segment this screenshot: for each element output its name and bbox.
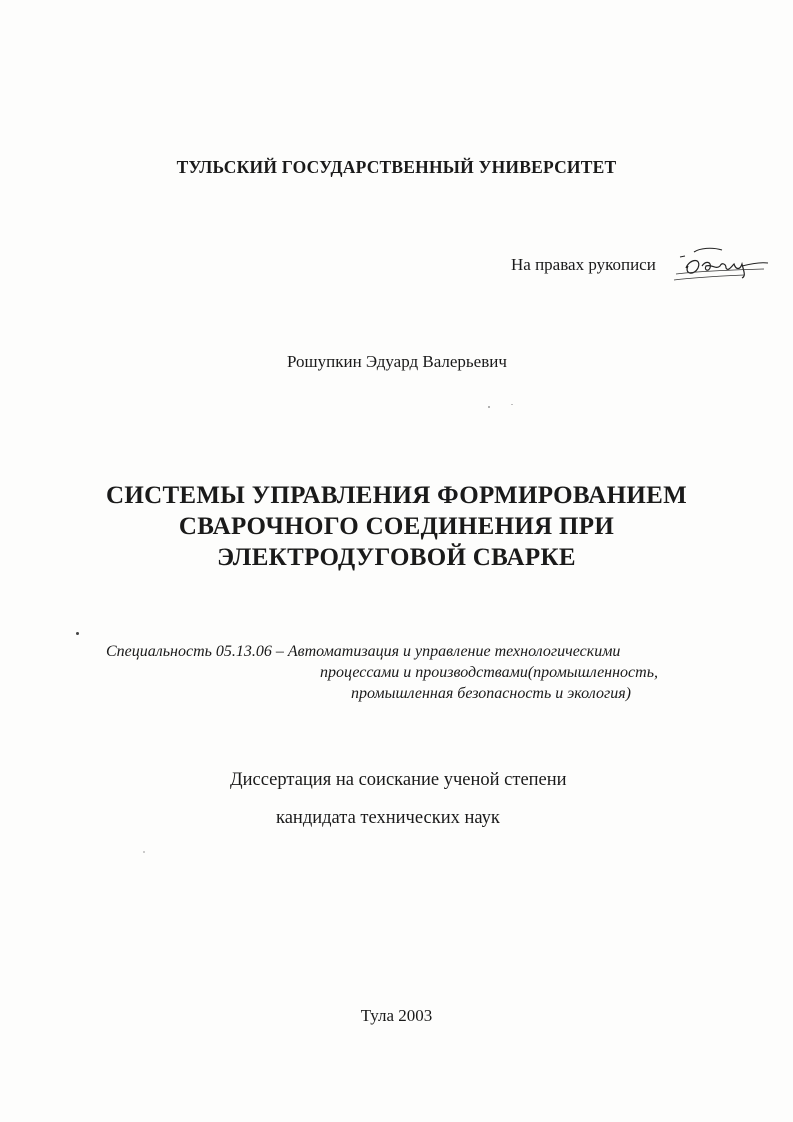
title-line: СВАРОЧНОГО СОЕДИНЕНИЯ ПРИ [178,513,615,540]
scan-speck [511,404,513,405]
scan-speck [143,851,145,853]
author-name: Рошупкин Эдуард Валерьевич [287,352,507,371]
handwritten-signature [672,244,772,286]
manuscript-note: На правах рукописи [511,255,656,274]
dissertation-title [0,480,793,573]
university-name: ТУЛЬСКИЙ ГОСУДАРСТВЕННЫЙ УНИВЕРСИТЕТ [176,157,617,177]
city-year: Тула 2003 [360,1006,433,1025]
scan-speck [76,632,79,635]
dissertation-statement: Диссертация на соискание ученой степени [230,770,567,790]
specialty-line: процессами и производствами(промышленность, [320,664,658,681]
title-line: ЭЛЕКТРОДУГОВОЙ СВАРКЕ [217,544,576,571]
specialty-line: Специальность 05.13.06 – Автоматизация и управление технологическими [106,643,621,660]
title-line: СИСТЕМЫ УПРАВЛЕНИЯ ФОРМИРОВАНИЕМ [106,482,687,509]
specialty-line: промышленная безопасность и экология) [351,685,631,702]
degree-statement: кандидата технических наук [276,808,500,828]
scan-speck [488,406,490,408]
